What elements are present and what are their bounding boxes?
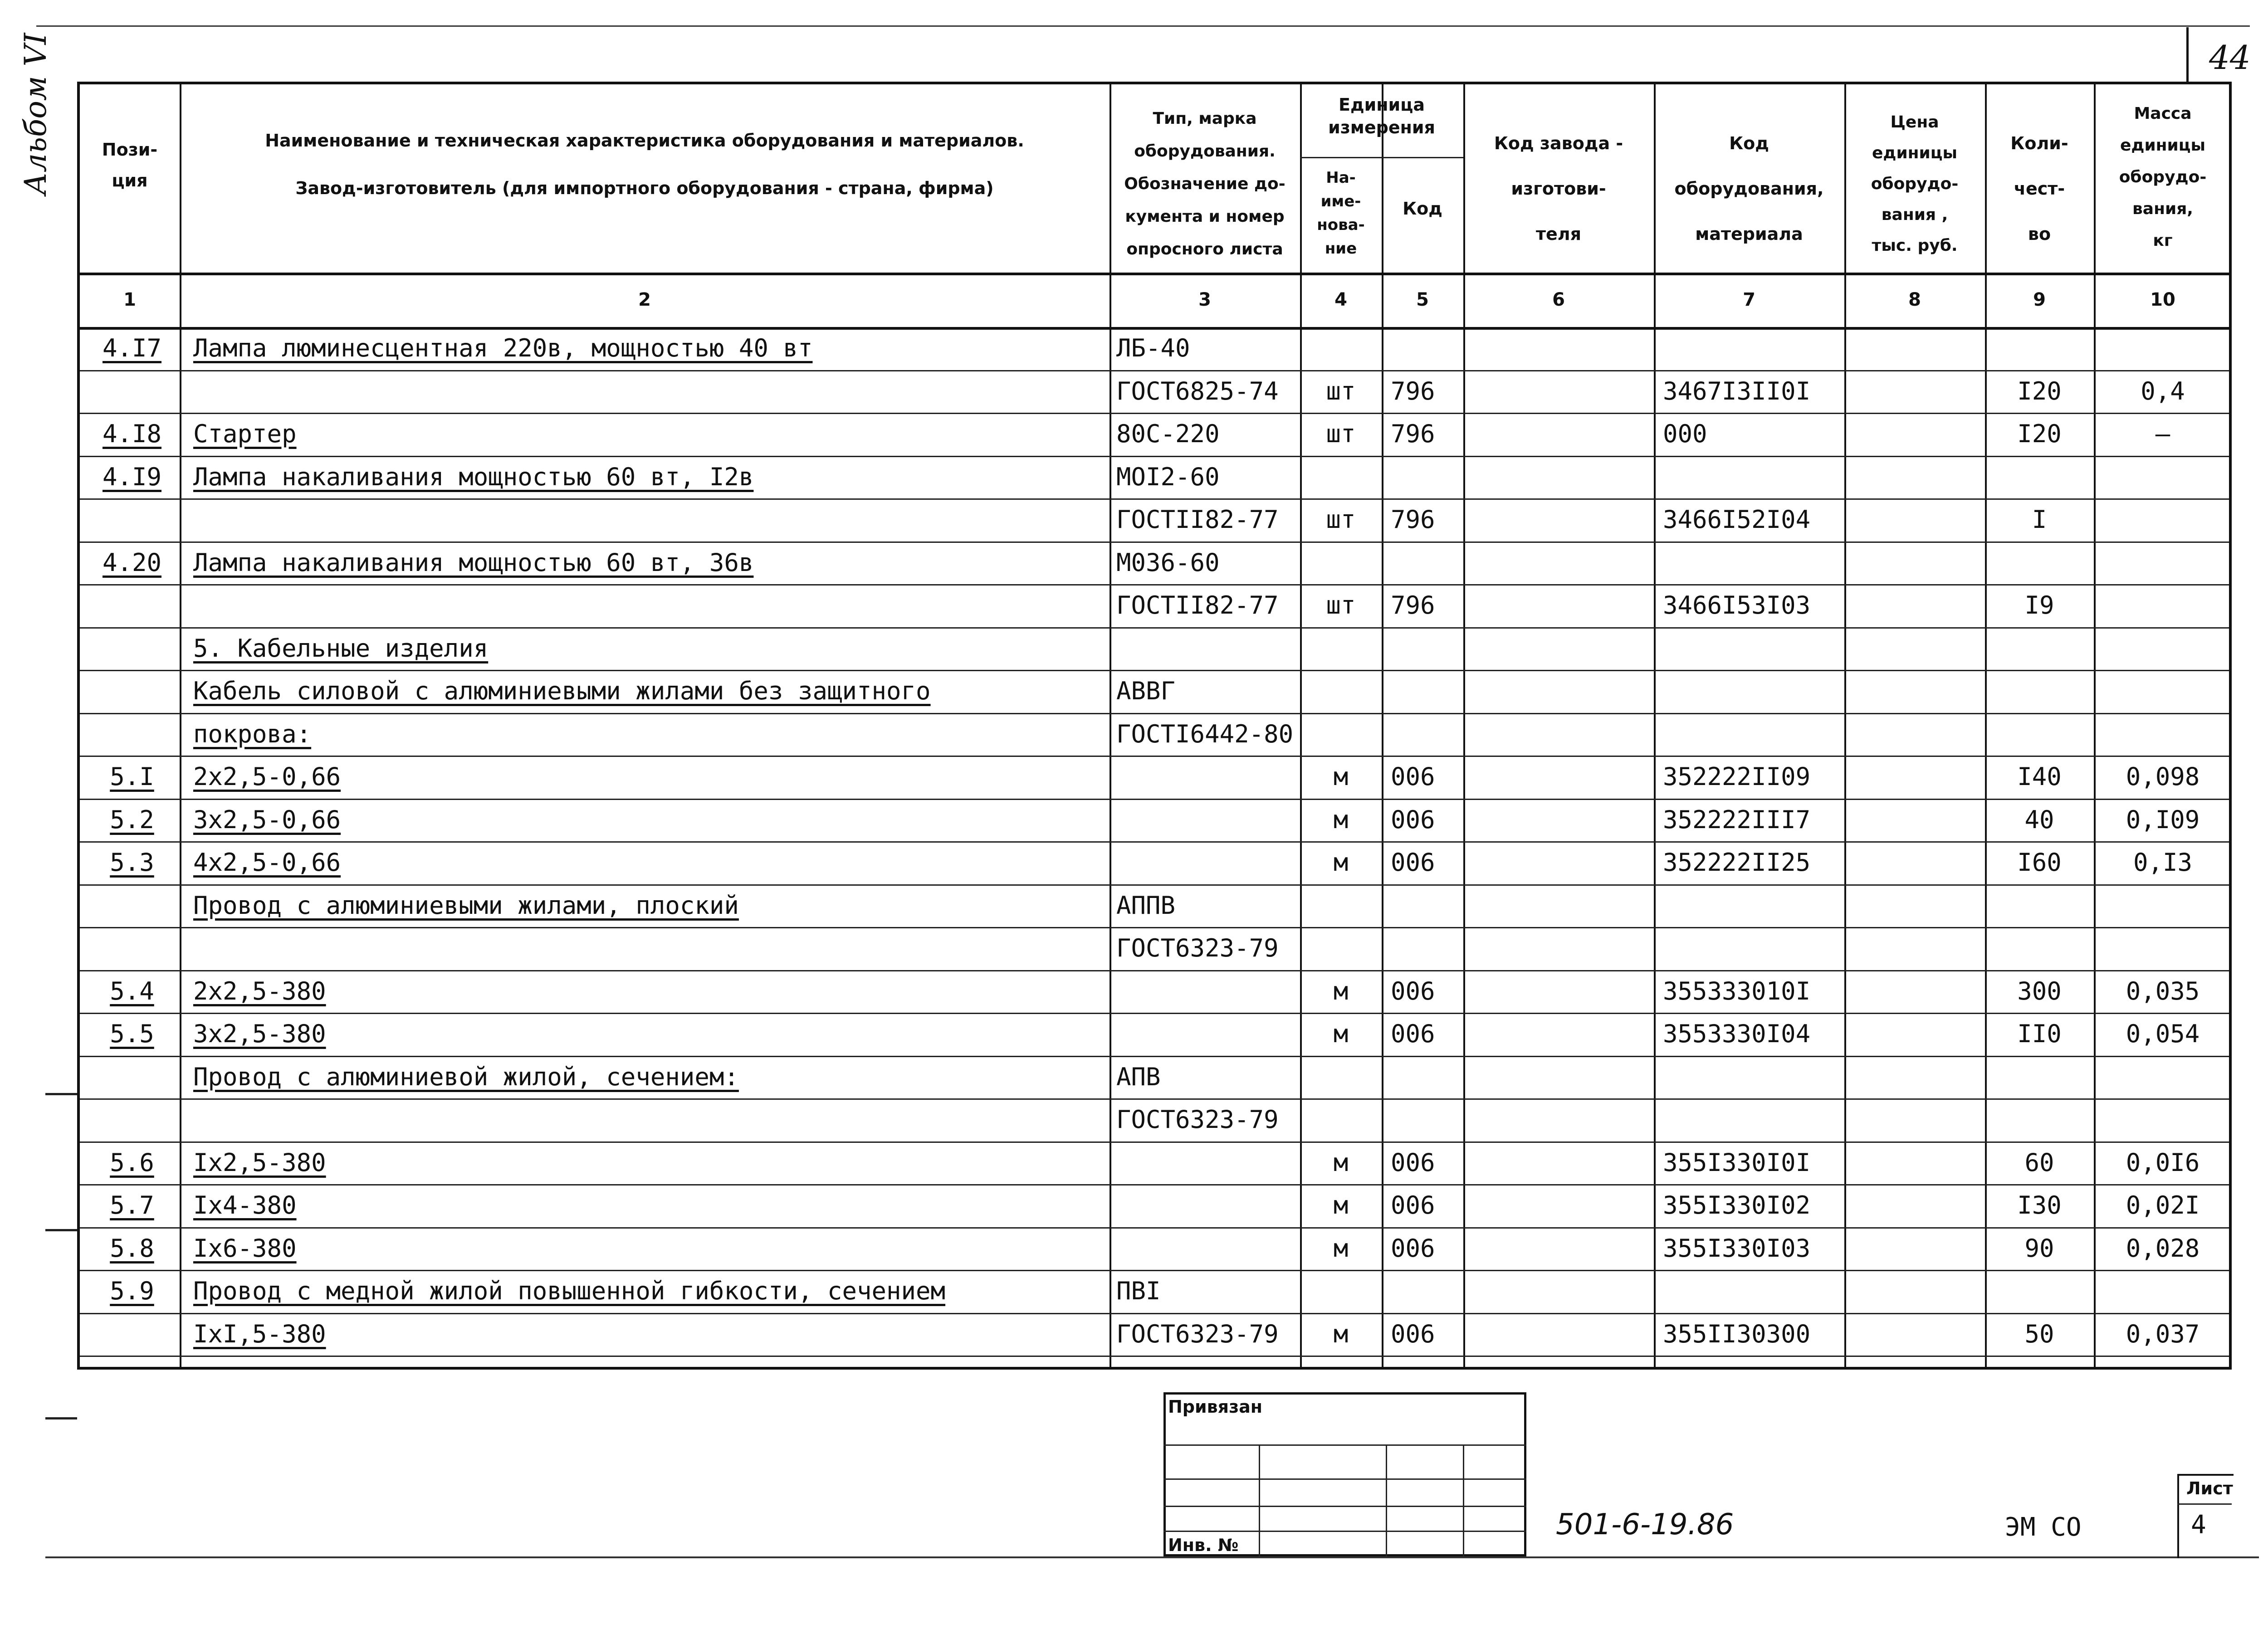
sheet-label: Лист <box>2186 1478 2233 1498</box>
header-unit-group: Единица измерения <box>1328 95 1435 137</box>
row-type: ГОСТII82-77 <box>1116 591 1279 619</box>
row-unit-code: 006 <box>1391 1191 1435 1219</box>
row-position: 4.I7 <box>102 334 162 362</box>
row-unit-code: 006 <box>1391 762 1435 791</box>
row-mass: 0,037 <box>2126 1319 2200 1348</box>
row-equipment-code: 3467I3II0I <box>1663 376 1811 405</box>
document-code: 501-6-19.86 <box>1556 1508 1734 1541</box>
header-price: Цена единицы оборудо- вания , тыс. руб. <box>1871 113 1959 255</box>
row-name: Iх4-380 <box>193 1191 297 1219</box>
table-row <box>80 970 2229 1013</box>
table-row <box>80 713 2229 756</box>
side-tick-mark <box>45 1417 77 1419</box>
row-position: 5.5 <box>110 1019 154 1048</box>
row-unit-code: 006 <box>1391 805 1435 834</box>
table-row <box>80 1056 2229 1099</box>
column-number: 8 <box>1908 289 1921 310</box>
table-row <box>80 584 2229 627</box>
row-name: Провод с алюминиевой жилой, сечением: <box>193 1062 739 1091</box>
unit-group-divider <box>1300 157 1463 158</box>
table-row <box>80 1013 2229 1056</box>
row-equipment-code: 000 <box>1663 419 1707 448</box>
header-quantity: Коли- чест- во <box>2010 133 2068 244</box>
row-unit: шт <box>1326 505 1356 534</box>
table-row <box>80 1313 2229 1356</box>
row-quantity: I40 <box>2017 762 2062 791</box>
row-type: ГОСТ6323-79 <box>1116 934 1279 962</box>
row-position: 4.I9 <box>102 462 162 491</box>
row-position: 5.8 <box>110 1234 154 1263</box>
column-number: 1 <box>123 289 136 310</box>
row-equipment-code: 352222II09 <box>1663 762 1811 791</box>
row-quantity: 60 <box>2024 1148 2054 1177</box>
column-number: 6 <box>1552 289 1565 310</box>
row-type: ПВI <box>1116 1277 1161 1305</box>
top-border-line <box>36 25 2250 27</box>
row-unit: м <box>1333 805 1349 834</box>
table-row <box>80 799 2229 842</box>
row-unit-code: 006 <box>1391 1234 1435 1263</box>
row-name: 3х2,5-0,66 <box>193 805 341 834</box>
table-row <box>80 413 2229 456</box>
row-type: ЛБ-40 <box>1116 334 1190 362</box>
table-row <box>80 327 2229 370</box>
row-unit: м <box>1333 1191 1349 1219</box>
row-unit-code: 006 <box>1391 1019 1435 1048</box>
side-tick-mark <box>45 1093 77 1095</box>
column-number-row <box>80 273 2229 327</box>
stamp-inventory-label: Инв. № <box>1168 1535 1239 1555</box>
row-equipment-code: 352222II25 <box>1663 848 1811 877</box>
row-unit-code: 006 <box>1391 1148 1435 1177</box>
table-row <box>80 756 2229 799</box>
row-name: Лампа накаливания мощностью 60 вт, I2в <box>193 462 754 491</box>
table-row <box>80 541 2229 585</box>
row-type: ГОСТII82-77 <box>1116 505 1279 534</box>
row-quantity: 50 <box>2024 1319 2054 1348</box>
table-row <box>80 1098 2229 1141</box>
row-name: 4х2,5-0,66 <box>193 848 341 877</box>
row-name: Стартер <box>193 419 297 448</box>
document-mark: ЭМ СО <box>2005 1512 2082 1542</box>
row-unit-code: 006 <box>1391 1319 1435 1348</box>
row-name: Кабель силовой с алюминиевыми жилами без защитного <box>193 677 931 705</box>
row-mass: 0,035 <box>2126 976 2200 1005</box>
table-row <box>80 841 2229 884</box>
row-name: Iх6-380 <box>193 1234 297 1263</box>
row-equipment-code: 355333010I <box>1663 976 1811 1005</box>
column-number: 7 <box>1743 289 1755 310</box>
row-mass: 0,I09 <box>2126 805 2200 834</box>
row-type: М036-60 <box>1116 548 1220 577</box>
row-quantity: I30 <box>2017 1191 2062 1219</box>
row-position: 5.6 <box>110 1148 154 1177</box>
column-number: 4 <box>1334 289 1347 310</box>
table-row <box>80 498 2229 541</box>
row-divider <box>80 1356 2229 1357</box>
row-mass: 0,4 <box>2141 376 2185 405</box>
row-type: ГОСТ6825-74 <box>1116 376 1279 405</box>
header-factory-code: Код завода - изготови- теля <box>1494 133 1623 244</box>
row-quantity: II0 <box>2017 1019 2062 1048</box>
header-name-line1: Наименование и техническая характеристика оборудования и материалов. <box>265 131 1024 151</box>
row-name: Провод с медной жилой повышенной гибкости, сечением <box>193 1277 946 1305</box>
row-name: Лампа накаливания мощностью 60 вт, 36в <box>193 548 754 577</box>
column-number: 2 <box>638 289 651 310</box>
row-unit: м <box>1333 762 1349 791</box>
row-unit-code: 796 <box>1391 591 1435 619</box>
header-name-line2: Завод-изготовитель (для импортного оборудования - страна, фирма) <box>295 178 994 198</box>
row-name: IхI,5-380 <box>193 1319 326 1348</box>
table-row <box>80 1141 2229 1185</box>
row-name: 2х2,5-0,66 <box>193 762 341 791</box>
row-position: 5.7 <box>110 1191 154 1219</box>
row-quantity: 40 <box>2024 805 2054 834</box>
row-type: ГОСТ6323-79 <box>1116 1319 1279 1348</box>
row-unit: шт <box>1326 419 1356 448</box>
row-unit: м <box>1333 1019 1349 1048</box>
row-position: 4.20 <box>102 548 162 577</box>
row-position: 5.9 <box>110 1277 154 1305</box>
row-unit-code: 796 <box>1391 505 1435 534</box>
row-unit: м <box>1333 848 1349 877</box>
row-unit-code: 006 <box>1391 848 1435 877</box>
column-number: 10 <box>2150 289 2175 310</box>
row-type: ГОСТ6323-79 <box>1116 1105 1279 1134</box>
row-type: АППВ <box>1116 891 1176 920</box>
row-position: 5.I <box>110 762 154 791</box>
table-row <box>80 627 2229 670</box>
row-unit: шт <box>1326 376 1356 405</box>
row-unit: м <box>1333 1234 1349 1263</box>
row-quantity: I <box>2032 505 2047 534</box>
album-label: Альбом VI <box>18 33 53 195</box>
header-unit-name: На- име- нова- ние <box>1317 169 1365 258</box>
row-mass: 0,02I <box>2126 1191 2200 1219</box>
row-equipment-code: 355I330I02 <box>1663 1191 1811 1219</box>
row-equipment-code: 355II30300 <box>1663 1319 1811 1348</box>
row-position: 4.I8 <box>102 419 162 448</box>
table-row <box>80 1184 2229 1227</box>
header-equipment-code: Код оборудования, материала <box>1674 133 1824 244</box>
table-row <box>80 456 2229 499</box>
row-name: Провод с алюминиевыми жилами, плоский <box>193 891 739 920</box>
sheet-number: 4 <box>2191 1510 2206 1540</box>
row-equipment-code: 3466I52I04 <box>1663 505 1811 534</box>
row-position: 5.4 <box>110 976 154 1005</box>
row-quantity: I9 <box>2024 591 2054 619</box>
row-unit-code: 796 <box>1391 419 1435 448</box>
column-number: 3 <box>1198 289 1211 310</box>
header-mass: Масса единицы оборудо- вания, кг <box>2119 104 2207 250</box>
row-mass: 0,I3 <box>2133 848 2193 877</box>
table-row <box>80 884 2229 927</box>
row-type: АВВГ <box>1116 677 1176 705</box>
row-equipment-code: 352222III7 <box>1663 805 1811 834</box>
row-quantity: 300 <box>2017 976 2062 1005</box>
row-quantity: I20 <box>2017 376 2062 405</box>
column-number: 9 <box>2033 289 2046 310</box>
row-name: 3х2,5-380 <box>193 1019 326 1048</box>
row-type: 80С-220 <box>1116 419 1220 448</box>
bottom-border-line <box>45 1556 2259 1558</box>
row-equipment-code: 3553330I04 <box>1663 1019 1811 1048</box>
row-type: АПВ <box>1116 1062 1161 1091</box>
table-row <box>80 1227 2229 1270</box>
row-equipment-code: 355I330I0I <box>1663 1148 1811 1177</box>
header-unit-code: Код <box>1403 199 1442 219</box>
table-row <box>80 370 2229 413</box>
row-position: 5.2 <box>110 805 154 834</box>
side-tick-mark <box>45 1229 77 1231</box>
row-unit-code: 796 <box>1391 376 1435 405</box>
specification-table <box>77 82 2232 1370</box>
header-type: Тип, марка оборудования. Обозначение до- кумента и номер опросного листа <box>1124 109 1286 259</box>
row-type: ГОСТI6442-80 <box>1116 719 1294 748</box>
row-quantity: 90 <box>2024 1234 2054 1263</box>
page-number: 44 <box>2209 39 2251 77</box>
table-row <box>80 1270 2229 1313</box>
table-row <box>80 670 2229 713</box>
row-equipment-code: 3466I53I03 <box>1663 591 1811 619</box>
row-type: МОI2-60 <box>1116 462 1220 491</box>
row-name: покрова: <box>193 719 312 748</box>
row-equipment-code: 355I330I03 <box>1663 1234 1811 1263</box>
table-row <box>80 927 2229 970</box>
row-quantity: I60 <box>2017 848 2062 877</box>
row-unit: м <box>1333 1148 1349 1177</box>
row-name: Лампа люминесцентная 220в, мощностью 40 вт <box>193 334 813 362</box>
column-number: 5 <box>1416 289 1429 310</box>
row-quantity: I20 <box>2017 419 2062 448</box>
row-mass: 0,098 <box>2126 762 2200 791</box>
row-unit: м <box>1333 976 1349 1005</box>
header-position: Пози- ция <box>102 140 158 190</box>
row-name: 5. Кабельные изделия <box>193 634 489 663</box>
row-unit-code: 006 <box>1391 976 1435 1005</box>
row-mass: 0,028 <box>2126 1234 2200 1263</box>
row-mass: 0,0I6 <box>2126 1148 2200 1177</box>
row-position: 5.3 <box>110 848 154 877</box>
row-unit: м <box>1333 1319 1349 1348</box>
stamp-attached-label: Привязан <box>1168 1397 1263 1417</box>
row-unit: шт <box>1326 591 1356 619</box>
row-name: Iх2,5-380 <box>193 1148 326 1177</box>
row-name: 2х2,5-380 <box>193 976 326 1005</box>
row-mass: 0,054 <box>2126 1019 2200 1048</box>
row-mass: – <box>2155 419 2170 448</box>
